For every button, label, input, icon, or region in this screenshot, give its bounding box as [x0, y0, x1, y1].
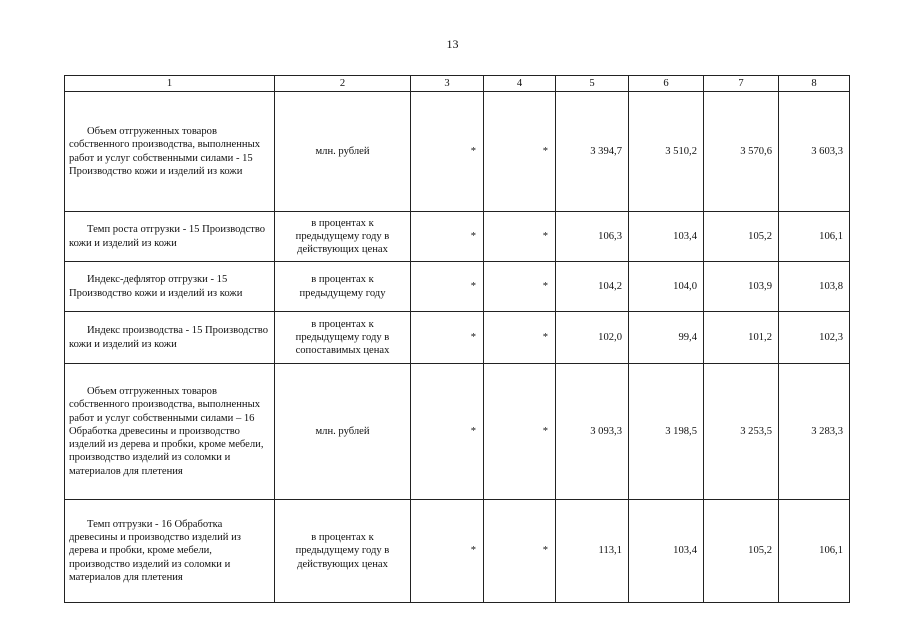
col-header-3: 3: [411, 76, 484, 92]
value-cell-8: 102,3: [779, 312, 850, 364]
col-header-4: 4: [484, 76, 556, 92]
value-cell-8: 106,1: [779, 212, 850, 262]
value-cell-6: 103,4: [629, 500, 704, 603]
value-cell-5: 3 093,3: [556, 364, 629, 500]
value-cell-7: 103,9: [704, 262, 779, 312]
table-row: [65, 364, 850, 500]
value-cell-3: *: [411, 312, 484, 364]
table-row: [65, 92, 850, 212]
page-number: 13: [446, 37, 459, 51]
indicator-cell: Темп роста отгрузки - 15 Производство кожи и изделий из кожи: [65, 212, 275, 262]
value-cell-6: 3 510,2: [629, 92, 704, 212]
col-header-5: 5: [556, 76, 629, 92]
value-cell-6: 103,4: [629, 212, 704, 262]
indicator-cell: Объем отгруженных товаров собственного производства, выполненных работ и услуг собственными силами – 16 Обработка древесины и производство изделий из дерева и пробки, кроме мебели, производство изделий из соломки и материалов для плетения: [65, 364, 275, 500]
value-cell-8: 106,1: [779, 500, 850, 603]
table-row: [65, 262, 850, 312]
value-cell-5: 3 394,7: [556, 92, 629, 212]
value-cell-4: *: [484, 92, 556, 212]
unit-cell: в процентах к предыдущему году: [275, 262, 411, 312]
header-row: [65, 76, 850, 92]
indicator-cell: Индекс производства - 15 Производство кожи и изделий из кожи: [65, 312, 275, 364]
value-cell-8: 3 283,3: [779, 364, 850, 500]
value-cell-8: 103,8: [779, 262, 850, 312]
value-cell-8: 3 603,3: [779, 92, 850, 212]
unit-cell: млн. рублей: [275, 364, 411, 500]
table-row: [65, 500, 850, 603]
value-cell-4: *: [484, 312, 556, 364]
unit-cell: в процентах к предыдущему году в действующих ценах: [275, 500, 411, 603]
value-cell-7: 105,2: [704, 212, 779, 262]
col-header-8: 8: [779, 76, 850, 92]
value-cell-6: 104,0: [629, 262, 704, 312]
value-cell-5: 113,1: [556, 500, 629, 603]
value-cell-4: *: [484, 364, 556, 500]
col-header-7: 7: [704, 76, 779, 92]
value-cell-3: *: [411, 262, 484, 312]
col-header-6: 6: [629, 76, 704, 92]
value-cell-3: *: [411, 212, 484, 262]
indicator-cell: Темп отгрузки - 16 Обработка древесины и производство изделий из дерева и пробки, кроме мебели, производство изделий из соломки и материалов для плетения: [65, 500, 275, 603]
value-cell-4: *: [484, 262, 556, 312]
value-cell-4: *: [484, 500, 556, 603]
value-cell-3: *: [411, 364, 484, 500]
value-cell-7: 105,2: [704, 500, 779, 603]
value-cell-7: 3 253,5: [704, 364, 779, 500]
unit-cell: в процентах к предыдущему году в действующих ценах: [275, 212, 411, 262]
value-cell-3: *: [411, 92, 484, 212]
unit-cell: в процентах к предыдущему году в сопоставимых ценах: [275, 312, 411, 364]
unit-cell: млн. рублей: [275, 92, 411, 212]
value-cell-7: 3 570,6: [704, 92, 779, 212]
indicator-cell: Индекс-дефлятор отгрузки - 15 Производство кожи и изделий из кожи: [65, 262, 275, 312]
indicator-cell: Объем отгруженных товаров собственного производства, выполненных работ и услуг собственными силами - 15 Производство кожи и изделий из кожи: [65, 92, 275, 212]
value-cell-7: 101,2: [704, 312, 779, 364]
value-cell-6: 3 198,5: [629, 364, 704, 500]
col-header-1: 1: [65, 76, 275, 92]
value-cell-5: 106,3: [556, 212, 629, 262]
forecast-table: [64, 75, 850, 603]
value-cell-6: 99,4: [629, 312, 704, 364]
value-cell-5: 104,2: [556, 262, 629, 312]
value-cell-5: 102,0: [556, 312, 629, 364]
table-row: [65, 312, 850, 364]
value-cell-4: *: [484, 212, 556, 262]
value-cell-3: *: [411, 500, 484, 603]
table-row: [65, 212, 850, 262]
col-header-2: 2: [275, 76, 411, 92]
